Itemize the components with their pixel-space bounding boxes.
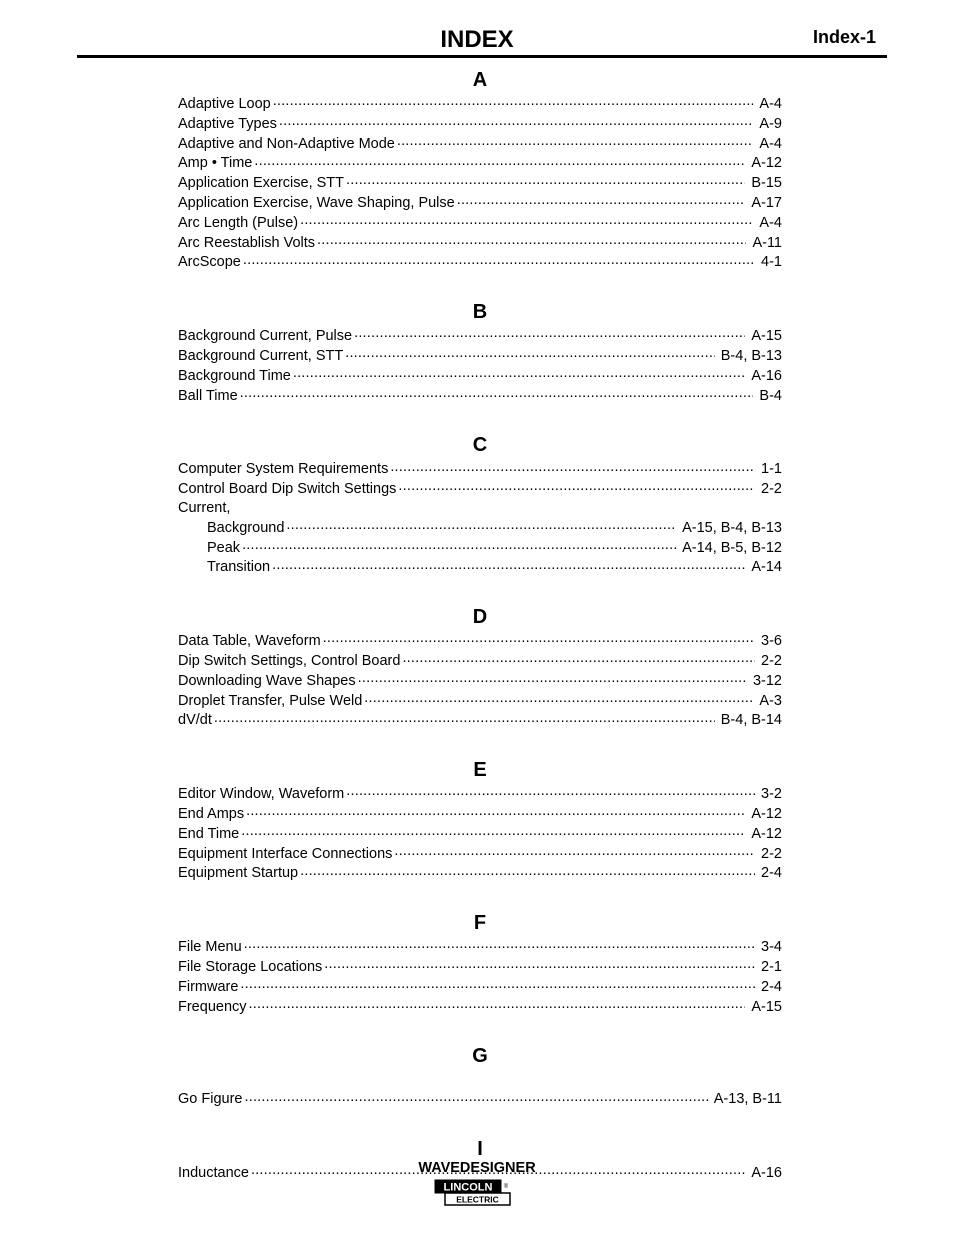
logo-registered-mark: ® xyxy=(503,1184,509,1190)
entry-term: Droplet Transfer, Pulse Weld xyxy=(178,692,363,709)
dot-leader xyxy=(346,173,745,187)
entry-page-ref: A-9 xyxy=(759,115,782,132)
logo-text-top: LINCOLN xyxy=(443,1181,493,1194)
index-entry xyxy=(178,499,782,518)
dot-leader xyxy=(345,346,715,360)
index-subentry xyxy=(178,538,782,558)
page-number: Index-1 xyxy=(812,27,876,47)
entry-page-ref: A-16 xyxy=(751,1165,782,1182)
dot-leader xyxy=(364,691,753,705)
entry-term: Editor Window, Waveform xyxy=(178,786,345,803)
entry-term: dV/dt xyxy=(178,712,212,729)
entry-term: Background xyxy=(207,519,285,536)
logo-text-bottom: ELECTRIC xyxy=(456,1194,499,1205)
index-entry xyxy=(178,94,782,114)
dot-leader xyxy=(300,213,753,227)
index-entry xyxy=(178,366,782,386)
entry-page-ref: 2-1 xyxy=(761,958,782,975)
entry-page-ref: A-3 xyxy=(759,692,782,709)
entry-page-ref: A-13, B-11 xyxy=(713,1091,782,1108)
dot-leader xyxy=(240,977,755,991)
entry-term: Background Current, Pulse xyxy=(178,328,353,345)
dot-leader xyxy=(240,386,754,400)
index-entry xyxy=(178,213,782,233)
entry-page-ref: 3-12 xyxy=(752,672,782,689)
index-entry xyxy=(178,977,782,997)
index-entry xyxy=(178,691,782,711)
entry-term: File Menu xyxy=(178,939,242,956)
entry-page-ref: 3-6 xyxy=(761,633,782,650)
entry-page-ref: A-4 xyxy=(759,214,782,231)
dot-leader xyxy=(398,479,755,493)
entry-page-ref: A-17 xyxy=(751,194,782,211)
dot-leader xyxy=(457,193,746,207)
dot-leader xyxy=(273,94,754,108)
index-section-e xyxy=(178,758,782,883)
entry-page-ref: B-4, B-14 xyxy=(720,712,782,729)
section-letter: A xyxy=(472,69,488,91)
title-divider xyxy=(77,55,887,58)
dot-leader xyxy=(324,957,755,971)
index-entry xyxy=(178,459,782,479)
index-entry xyxy=(178,631,782,651)
entry-term: Background Current, STT xyxy=(178,347,344,364)
dot-leader xyxy=(346,784,755,798)
entry-page-ref: A-15 xyxy=(751,998,782,1015)
entry-term: Frequency xyxy=(178,998,247,1015)
dot-leader xyxy=(241,824,745,838)
index-entry xyxy=(178,937,782,957)
entry-page-ref: 3-2 xyxy=(761,786,782,803)
dot-leader xyxy=(402,651,755,665)
lincoln-electric-logo xyxy=(434,1179,512,1207)
entry-page-ref: B-4 xyxy=(759,387,782,404)
entry-term: Application Exercise, Wave Shaping, Pulse xyxy=(178,194,455,211)
index-entry xyxy=(178,134,782,154)
index-entry xyxy=(178,784,782,804)
entry-page-ref: A-16 xyxy=(751,367,782,384)
dot-leader xyxy=(242,538,676,552)
entry-term: Adaptive Types xyxy=(178,115,277,132)
index-body xyxy=(178,64,782,1183)
dot-leader xyxy=(249,997,746,1011)
index-entry xyxy=(178,824,782,844)
entry-page-ref: B-15 xyxy=(751,175,782,192)
index-entry xyxy=(178,346,782,366)
index-entry xyxy=(178,233,782,253)
entry-page-ref: B-4, B-13 xyxy=(720,347,782,364)
dot-leader xyxy=(358,671,747,685)
entry-term: ArcScope xyxy=(178,254,241,271)
entry-term: Background Time xyxy=(178,367,291,384)
dot-leader xyxy=(317,233,746,247)
entry-page-ref: A-12 xyxy=(751,155,782,172)
entry-term: Application Exercise, STT xyxy=(178,175,345,192)
entry-term: Firmware xyxy=(178,978,239,995)
entry-term: Computer System Requirements xyxy=(178,461,389,478)
dot-leader xyxy=(300,863,755,877)
entry-page-ref: A-15, B-4, B-13 xyxy=(682,519,782,536)
index-section-a xyxy=(178,68,782,272)
index-entry xyxy=(178,651,782,671)
entry-page-ref: A-4 xyxy=(759,96,782,112)
index-entry xyxy=(178,326,782,346)
page-title: INDEX xyxy=(440,26,514,53)
index-entry xyxy=(178,997,782,1017)
index-entry xyxy=(178,193,782,213)
section-letter: D xyxy=(472,606,488,629)
dot-leader xyxy=(243,252,755,266)
dot-leader xyxy=(244,937,755,951)
index-entry xyxy=(178,173,782,193)
section-letter: C xyxy=(472,434,488,457)
footer-product-name: WAVEDESIGNER xyxy=(418,1160,536,1176)
section-letter: G xyxy=(472,1045,488,1068)
entry-term: End Time xyxy=(178,825,240,842)
dot-leader xyxy=(286,518,676,532)
entry-page-ref: 4-1 xyxy=(761,254,782,271)
index-entry xyxy=(178,114,782,134)
entry-page-ref: A-14 xyxy=(751,559,782,576)
dot-leader xyxy=(354,326,745,340)
entry-term: Transition xyxy=(207,559,271,576)
section-letter: B xyxy=(472,301,488,324)
entry-page-ref: 2-2 xyxy=(761,652,782,669)
index-entry xyxy=(178,844,782,864)
entry-term: Current, xyxy=(178,499,231,516)
dot-leader xyxy=(246,804,745,818)
entry-term: Equipment Startup xyxy=(178,865,299,882)
entry-page-ref: A-12 xyxy=(751,825,782,842)
dot-leader xyxy=(394,844,755,858)
index-entry xyxy=(178,671,782,691)
dot-leader xyxy=(272,557,745,571)
entry-term: Downloading Wave Shapes xyxy=(178,672,356,689)
entry-page-ref: 2-2 xyxy=(761,845,782,862)
entry-term: Control Board Dip Switch Settings xyxy=(178,481,397,498)
entry-page-ref: 2-4 xyxy=(761,978,782,995)
index-subentry xyxy=(178,557,782,577)
index-section-g xyxy=(178,1044,782,1109)
entry-page-ref: 1-1 xyxy=(761,461,782,478)
entry-term: Ball Time xyxy=(178,387,238,404)
entry-term: Arc Reestablish Volts xyxy=(178,234,316,251)
dot-leader xyxy=(390,459,755,473)
index-entry xyxy=(178,863,782,883)
index-entry xyxy=(178,252,782,272)
index-entry xyxy=(178,804,782,824)
entry-term: Dip Switch Settings, Control Board xyxy=(178,652,401,669)
entry-page-ref: A-4 xyxy=(759,135,782,152)
entry-term: Arc Length (Pulse) xyxy=(178,214,299,231)
dot-leader xyxy=(279,114,754,128)
section-letter: F xyxy=(473,912,487,935)
dot-leader xyxy=(323,631,755,645)
index-section-f xyxy=(178,911,782,1016)
entry-page-ref: 3-4 xyxy=(761,939,782,956)
index-entry xyxy=(178,386,782,406)
entry-term: Peak xyxy=(207,539,241,556)
index-entry xyxy=(178,957,782,977)
section-letter: I xyxy=(477,1138,483,1161)
dot-leader xyxy=(244,1089,707,1103)
index-entry xyxy=(178,479,782,499)
entry-page-ref: A-11 xyxy=(752,234,782,251)
dot-leader xyxy=(214,710,715,724)
entry-term: File Storage Locations xyxy=(178,958,323,975)
index-section-d xyxy=(178,605,782,730)
entry-page-ref: A-12 xyxy=(751,805,782,822)
entry-term: End Amps xyxy=(178,805,245,822)
section-letter: E xyxy=(473,759,487,782)
entry-page-ref: A-14, B-5, B-12 xyxy=(682,539,782,556)
entry-term: Adaptive Loop xyxy=(178,96,271,112)
index-section-c xyxy=(178,433,782,577)
index-entry xyxy=(178,1089,782,1109)
entry-term: Data Table, Waveform xyxy=(178,633,321,650)
entry-page-ref: A-15 xyxy=(751,328,782,345)
index-entry xyxy=(178,153,782,173)
entry-term: Go Figure xyxy=(178,1091,243,1108)
dot-leader xyxy=(293,366,746,380)
entry-page-ref: 2-4 xyxy=(761,865,782,882)
index-entry xyxy=(178,710,782,730)
index-section-b xyxy=(178,300,782,405)
dot-leader xyxy=(397,134,754,148)
entry-term: Amp • Time xyxy=(178,155,253,172)
entry-term: Equipment Interface Connections xyxy=(178,845,393,862)
entry-page-ref: 2-2 xyxy=(761,481,782,498)
dot-leader xyxy=(254,153,745,167)
entry-term: Adaptive and Non-Adaptive Mode xyxy=(178,135,395,152)
index-subentry xyxy=(178,518,782,538)
entry-term: Inductance xyxy=(178,1165,249,1182)
